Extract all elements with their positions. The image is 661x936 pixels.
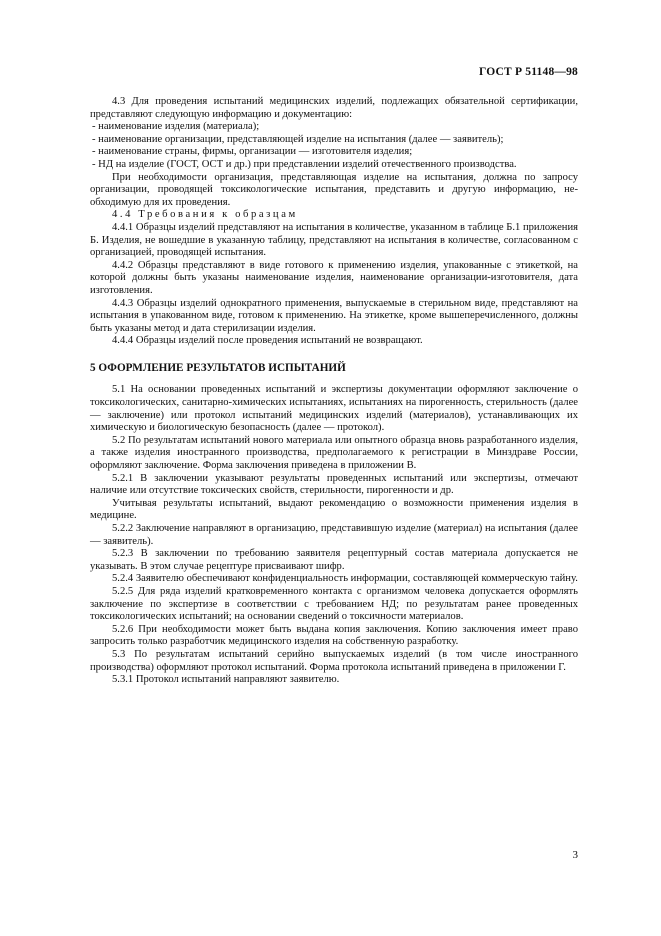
section-heading-5: 5 ОФОРМЛЕНИЕ РЕЗУЛЬТАТОВ ИСПЫТАНИЙ [90,361,346,374]
section-5 [90,384,578,686]
paragraph-4-3: 4.3 Для проведения испытаний медицинских изделий, подлежащих обязательной сертификации, представляют следующую информацию и документацию: [90,96,578,120]
paragraph-4-4-4: 4.4.4 Образцы изделий после проведения испытаний не возвращают. [112,335,423,347]
list-item: - наименование изделия (материала); [92,121,260,133]
paragraph: При необходимости организация, представляющая изделие на испытания, должна по запросу организации, проводящей токсикологические испытания, представить и другую информацию, необходимую для их проведения. [90,171,578,208]
page-number: 3 [572,849,578,861]
paragraph-5-2-5: 5.2.5 Для ряда изделий кратковременного контакта с организмом человека допускается оформлять заключение по экспертизе в соответствии с требованием НД; по результатам ранее проведенных токсикологических испытаний; на основании сведений о токсичности материалов. [90,585,578,623]
list-item: - наименование организации, представляющей изделие на испытания (далее — заявитель); [92,133,504,145]
paragraph-5-2-6: 5.2.6 При необходимости может быть выдана копия заключения. Копию заключения имеет право запросить только разработчик медицинского изделия на собственную разработку. [90,623,578,648]
subsection-heading-4-4: 4.4 Требования к образцам [112,209,298,221]
paragraph-5-2-3: 5.2.3 В заключении по требованию заявителя рецептурный состав материала допускается не указывать. В этом случае рецептуре присваивают шифр. [90,548,578,572]
paragraph-4-4-2: 4.4.2 Образцы представляют в виде готового к применению изделия, упакованные с этикеткой, на которой должны быть указаны наименование изделия, наименование организации-изготовителя, дата изготовления. [90,259,578,296]
paragraph-4-4-1: 4.4.1 Образцы изделий представляют на испытания в количестве, указанном в таблице Б.1 приложения Б. Изделия, не вошедшие в указанную таблицу, представляют на испытания в количестве, согласованном с организацией, проводящей испытания. [90,221,578,259]
paragraph-4-4-3: 4.4.3 Образцы изделий однократного применения, выпускаемые в стерильном виде, представляют на испытания в упакованном виде, готовом к применению. На этикетке, кроме вышеперечисленного, должны быть указаны метод и дата стерилизации изделия. [90,297,578,334]
paragraph: Учитывая результаты испытаний, выдают рекомендацию о возможности применения изделия в медицине. [90,497,578,522]
document-header: ГОСТ Р 51148—98 [479,66,578,78]
list-item: - НД на изделие (ГОСТ, ОСТ и др.) при представлении изделий отечественного производства. [92,158,517,170]
document-body [90,96,578,687]
list-item: - наименование страны, фирмы, организации — изготовителя изделия; [92,146,413,158]
paragraph-5-2: 5.2 По результатам испытаний нового материала или опытного образца вновь разработанного изделия, а также изделия иностранного производства, предполагаемого к регистрации в Минздраве России, оформляют заключение. Форма заключения приведена в приложении В. [90,434,578,472]
paragraph-5-3-1: 5.3.1 Протокол испытаний направляют заявителю. [112,674,340,686]
paragraph-5-3: 5.3 По результатам испытаний серийно выпускаемых изделий (в том числе иностранного производства) оформляют протокол испытаний. Форма протокола испытаний приведена в приложении Г. [90,648,578,673]
paragraph-5-2-4: 5.2.4 Заявителю обеспечивают конфиденциальность информации, составляющей коммерческую тайну. [112,573,578,585]
paragraph-5-1: 5.1 На основании проведенных испытаний и экспертизы документации оформляют заключение о токсикологических, санитарно-химических испытаниях, испытаниях на пирогенность, стерильность (далее — заключение) или протокол испытаний медицинских изделий (материалов), устанавливающих их химическую и биологическую безопасность (далее — протокол). [90,384,578,434]
paragraph-5-2-2: 5.2.2 Заключение направляют в организацию, представившую изделие (материал) на испытания (далее — заявитель). [90,523,578,547]
paragraph-5-2-1: 5.2.1 В заключении указывают результаты проведенных испытаний или экспертизы, отмечают наличие или отсутствие токсических свойств, стерильности, пирогенности и др. [90,472,578,497]
